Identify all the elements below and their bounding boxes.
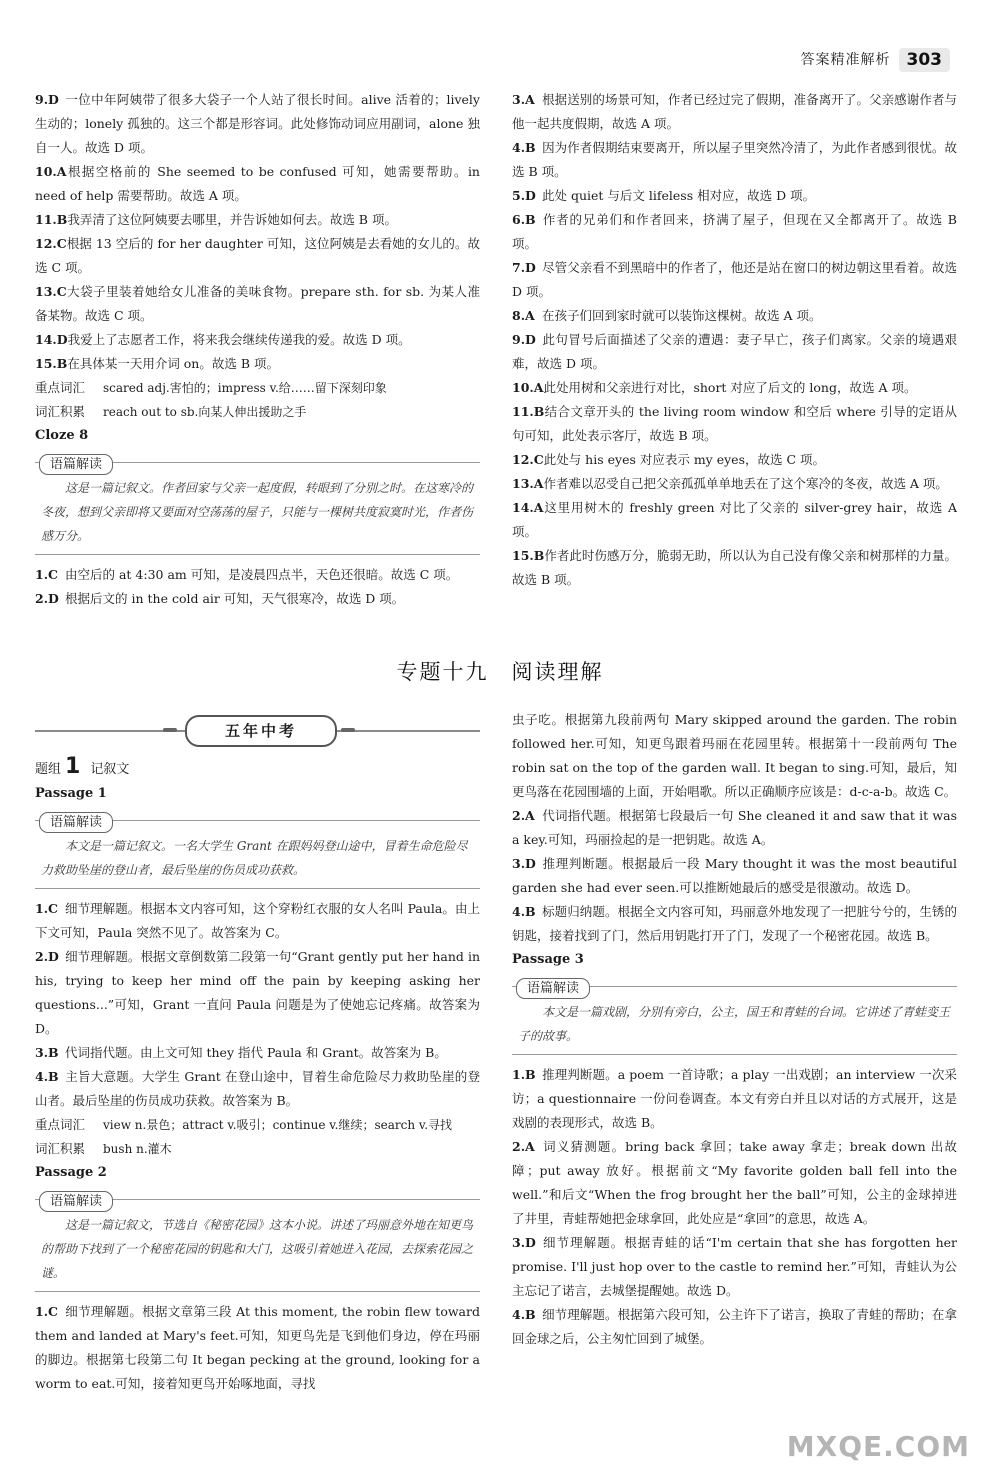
answer-text: 此处与 his eyes 对应表示 my eyes，故选 C 项。 xyxy=(543,452,826,467)
cloze-title: Cloze 8 xyxy=(35,428,89,443)
answer-item xyxy=(35,1065,480,1113)
reading-tag: 语篇解读 xyxy=(516,978,590,999)
answer-text: 作者难以忍受自己把父亲孤孤单单地丢在了这个寒冷的冬夜，故选 A 项。 xyxy=(543,476,948,491)
answer-text: 由空后的 at 4:30 am 可知，是凌晨四点半，天色还很暗。故选 C 项。 xyxy=(65,567,459,582)
answer-number: 15.B xyxy=(512,548,545,563)
vocab-row xyxy=(35,400,480,424)
answer-text: 词义猜测题。bring back 拿回；take away 拿走；break down 出故障；put away 放好。根据前文“My favorite golden ball fell into the well.”和后文“When the frog brought her the ball”可知，公主的金球掉进了井里，青蛙帮她把金球拿回，此处应是“拿回”的意思，故选 A。 xyxy=(512,1139,957,1226)
reading-tag: 语篇解读 xyxy=(39,812,113,833)
answer-item xyxy=(512,184,957,208)
answer-item xyxy=(35,1041,480,1065)
answer-text: 尽管父亲看不到黑暗中的作者了，他还是站在窗口的树边朝这里看着。故选 D 项。 xyxy=(512,260,957,299)
answer-item xyxy=(512,304,957,328)
answer-text: 在具体某一天用介词 on。故选 B 项。 xyxy=(67,356,279,371)
reading-tag: 语篇解读 xyxy=(39,1191,113,1212)
page-header xyxy=(801,46,951,74)
passage-title: Passage 2 xyxy=(35,1165,107,1180)
answer-item xyxy=(35,160,480,208)
answer-number: 14.D xyxy=(35,332,68,347)
answer-text: 结合文章开头的 the living room window 和空后 where 引导的定语从句可知，此处表示客厅，故选 B 项。 xyxy=(512,404,957,443)
answer-text: 我弄清了这位阿姨要去哪里，并告诉她如何去。故选 B 项。 xyxy=(67,212,397,227)
answer-item xyxy=(512,208,957,256)
reading-summary: 这是一篇记叙文。作者回家与父亲一起度假，转眼到了分别之时。在这寒冷的冬夜，想到父亲即将又要面对空荡荡的屋子，只能与一棵树共度寂寞时光，作者伤感万分。 xyxy=(41,481,474,543)
vocab-text: reach out to sb.向某人伸出援助之手 xyxy=(103,405,307,419)
answer-item xyxy=(35,563,480,587)
answer-item xyxy=(512,256,957,304)
answer-text: 因为作者假期结束要离开，所以屋子里突然冷清了，为此作者感到很忧。故选 B 项。 xyxy=(512,140,957,179)
answer-number: 1.C xyxy=(35,567,58,582)
answer-number: 4.B xyxy=(512,904,536,919)
answer-number: 13.A xyxy=(512,476,544,491)
group-label: 题组 xyxy=(35,762,62,777)
answer-item xyxy=(512,400,957,448)
answer-number: 4.B xyxy=(512,140,536,155)
answer-item xyxy=(35,88,480,160)
answer-item xyxy=(512,136,957,184)
answer-text: 此句冒号后面描述了父亲的遭遇：妻子早亡，孩子们离家。父亲的境遇艰难，故选 D 项。 xyxy=(512,332,957,371)
reading-summary-box xyxy=(35,1189,480,1292)
reading-summary-box xyxy=(35,810,480,889)
answer-number: 3.B xyxy=(35,1045,59,1060)
vocab-label: 词汇积累 xyxy=(35,1141,86,1156)
exam-banner xyxy=(35,715,480,747)
answer-text: 主旨大意题。大学生 Grant 在登山途中，冒着生命危险尽力救助坠崖的登山者。最后坠崖的伤员成功获救。故答案为 B。 xyxy=(35,1069,480,1108)
answer-item xyxy=(512,804,957,852)
answer-item xyxy=(512,88,957,136)
answer-number: 8.A xyxy=(512,308,535,323)
answer-number: 3.D xyxy=(512,856,536,871)
answer-text: 根据送别的场景可知，作者已经过完了假期，准备离开了。父亲感谢作者与他一起共度假期，故选 A 项。 xyxy=(512,92,957,131)
answer-number: 2.D xyxy=(35,591,59,606)
answer-number: 3.A xyxy=(512,92,535,107)
header-title: 答案精准解析 xyxy=(800,52,891,68)
answer-text: 根据空格前的 She seemed to be confused 可知，她需要帮助。in need of help 需要帮助。故选 A 项。 xyxy=(35,164,480,203)
answer-number: 9.D xyxy=(512,332,536,347)
answer-item xyxy=(512,376,957,400)
vocab-label: 重点词汇 xyxy=(35,380,86,395)
answer-item xyxy=(512,1135,957,1231)
answer-text: 推理判断题。根据最后一段 Mary thought it was the most beautiful garden she had ever seen.可以推断她最后的感受是很激动。故选 D。 xyxy=(512,856,957,895)
answer-number: 2.D xyxy=(35,949,59,964)
answer-item xyxy=(35,587,480,611)
answer-number: 7.D xyxy=(512,260,536,275)
answer-text: 我爱上了志愿者工作，将来我会继续传递我的爱。故选 D 项。 xyxy=(67,332,411,347)
answer-item xyxy=(35,328,480,352)
answer-number: 2.A xyxy=(512,1139,535,1154)
answer-number: 4.B xyxy=(512,1307,536,1322)
reading-summary-box xyxy=(512,976,957,1055)
answer-item xyxy=(512,1303,957,1351)
answer-item xyxy=(35,897,480,945)
vocab-row xyxy=(35,1113,480,1137)
answer-text: 细节理解题。根据本文内容可知，这个穿粉红衣服的女人名叫 Paula。由上下文可知，Paula 突然不见了。故答案为 C。 xyxy=(35,901,480,940)
answer-number: 1.C xyxy=(35,1304,58,1319)
vocab-row xyxy=(35,1137,480,1161)
passage-title: Passage 1 xyxy=(35,786,107,801)
answer-text: 作者的兄弟们和作者回来，挤满了屋子，但现在又全都离开了。故选 B 项。 xyxy=(512,212,957,251)
answer-item xyxy=(35,352,480,376)
answer-number: 1.B xyxy=(512,1067,536,1082)
answer-item xyxy=(35,232,480,280)
answer-number: 15.B xyxy=(35,356,68,371)
answer-text: 细节理解题。根据文章倒数第二段第一句“Grant gently put her hand in his, trying to keep her mind off the pain by keeping asking her questions...”可知，Grant 一直问 Paula 问题是为了使她忘记疼痛。故答案为 D。 xyxy=(35,949,480,1036)
answer-text: 一位中年阿姨带了很多大袋子一个人站了很长时间。alive 活着的；lively 生动的；lonely 孤独的。这三个都是形容词。此处修饰动词应用副词，alone 独自一人。故选 D 项。 xyxy=(35,92,480,155)
answer-number: 4.B xyxy=(35,1069,59,1084)
section-title: 专题十九 阅读理解 xyxy=(396,660,604,684)
answer-text: 标题归纳题。根据全文内容可知，玛丽意外地发现了一把脏兮兮的，生锈的钥匙，接着找到了门，然后用钥匙打开了门，发现了一个秘密花园。故选 B。 xyxy=(512,904,957,943)
answer-text: 细节理解题。根据第六段可知，公主许下了诺言，换取了青蛙的帮助；在拿回金球之后，公主匆忙回到了城堡。 xyxy=(512,1307,957,1346)
answer-number: 11.B xyxy=(512,404,545,419)
answer-text: 代词指代题。根据第七段最后一句 She cleaned it and saw that it was a key.可知，玛丽捡起的是一把钥匙。故选 A。 xyxy=(512,808,957,847)
answer-number: 14.A xyxy=(512,500,544,515)
answer-number: 13.C xyxy=(35,284,67,299)
answer-item xyxy=(35,208,480,232)
vocab-text: view n.景色；attract v.吸引；continue v.继续；search v.寻找 xyxy=(103,1118,453,1132)
answer-item xyxy=(512,448,957,472)
reading-summary: 本文是一篇记叙文。一名大学生 Grant 在跟妈妈登山途中，冒着生命危险尽力救助坠崖的登山者，最后坠崖的伤员成功获救。 xyxy=(41,839,468,877)
vocab-label: 词汇积累 xyxy=(35,404,86,419)
answer-item xyxy=(512,472,957,496)
answer-text: 在孩子们回到家时就可以装饰这棵树。故选 A 项。 xyxy=(542,308,822,323)
top-right-column xyxy=(512,88,957,592)
answer-text: 大袋子里装着她给女儿准备的美味食物。prepare sth. for sb. 为某人准备某物。故选 C 项。 xyxy=(35,284,480,323)
vocab-text: bush n.灌木 xyxy=(103,1142,172,1156)
answer-continuation: 虫子吃。根据第九段前两句 Mary skipped around the garden. The robin followed her.可知，知更鸟跟着玛丽在花园里转。根据第十一段前两句 The robin sat on the top of the garden wall. It began to sing.可知，最后，知更鸟落在花园围墙的上面，开始唱歌。所以正确顺序应该是：d-c-a-b。故选 C。 xyxy=(512,712,957,799)
answer-text: 根据 13 空后的 for her daughter 可知，这位阿姨是去看她的女儿的。故选 C 项。 xyxy=(35,236,480,275)
answer-number: 3.D xyxy=(512,1235,536,1250)
bottom-right-column xyxy=(512,708,957,1351)
answer-text: 根据后文的 in the cold air 可知，天气很寒冷，故选 D 项。 xyxy=(65,591,405,606)
question-group xyxy=(35,755,480,782)
group-number: 1 xyxy=(65,754,81,779)
answer-item xyxy=(512,900,957,948)
passage-title: Passage 3 xyxy=(512,952,584,967)
bottom-left-column xyxy=(35,715,480,1396)
top-left-column xyxy=(35,88,480,611)
answer-text: 细节理解题。根据青蛙的话“I'm certain that she has forgotten her promise. I'll just hop over to the castle to remind her.”可知，青蛙认为公主忘记了诺言，去城堡提醒她。故选 D。 xyxy=(512,1235,957,1298)
answer-text: 这里用树木的 freshly green 对比了父亲的 silver-grey hair，故选 A 项。 xyxy=(512,500,957,539)
answer-number: 10.A xyxy=(35,164,67,179)
answer-number: 6.B xyxy=(512,212,536,227)
answer-item xyxy=(512,852,957,900)
answer-number: 5.D xyxy=(512,188,536,203)
group-type: 记叙文 xyxy=(90,762,130,777)
answer-text: 细节理解题。根据文章第三段 At this moment, the robin flew toward them and landed at Mary's feet.可知，知更鸟先是飞到他们身边，停在玛丽的脚边。根据第七段第二句 It began pecking at the ground, looking for a worm to eat.可知，接着知更鸟开始啄地面，寻找 xyxy=(35,1304,480,1391)
answer-number: 12.C xyxy=(512,452,544,467)
watermark: MXQE.COM xyxy=(786,1430,970,1463)
answer-item xyxy=(35,280,480,328)
answer-text: 代词指代题。由上文可知 they 指代 Paula 和 Grant。故答案为 B。 xyxy=(65,1045,447,1060)
reading-tag: 语篇解读 xyxy=(39,454,113,475)
vocab-row xyxy=(35,376,480,400)
answer-item xyxy=(512,544,957,592)
answer-text: 推理判断题。a poem 一首诗歌；a play 一出戏剧；an interview 一次采访；a questionnaire 一份问卷调查。本文有旁白并且以对话的方式展开，这是戏剧的表现形式，故选 B。 xyxy=(512,1067,957,1130)
answer-number: 10.A xyxy=(512,380,544,395)
answer-item xyxy=(35,945,480,1041)
vocab-label: 重点词汇 xyxy=(35,1117,86,1132)
answer-text: 此处用树和父亲进行对比，short 对应了后文的 long，故选 A 项。 xyxy=(543,380,917,395)
vocab-text: scared adj.害怕的；impress v.给……留下深刻印象 xyxy=(103,381,387,395)
answer-text: 此处 quiet 与后文 lifeless 相对应，故选 D 项。 xyxy=(542,188,816,203)
page-number: 303 xyxy=(899,48,951,72)
reading-summary: 本文是一篇戏剧，分别有旁白，公主，国王和青蛙的台词。它讲述了青蛙变王子的故事。 xyxy=(518,1005,951,1043)
answer-number: 1.C xyxy=(35,901,58,916)
banner-label: 五年中考 xyxy=(185,715,337,747)
reading-summary-box xyxy=(35,452,480,555)
answer-item xyxy=(512,1063,957,1135)
answer-item xyxy=(512,496,957,544)
answer-text: 作者此时伤感万分，脆弱无助，所以认为自己没有像父亲和树那样的力量。故选 B 项。 xyxy=(512,548,957,587)
answer-number: 12.C xyxy=(35,236,67,251)
answer-number: 9.D xyxy=(35,92,59,107)
answer-item xyxy=(35,1300,480,1396)
answer-number: 11.B xyxy=(35,212,68,227)
answer-item xyxy=(512,328,957,376)
answer-item xyxy=(512,1231,957,1303)
reading-summary: 这是一篇记叙文，节选自《秘密花园》这本小说。讲述了玛丽意外地在知更鸟的帮助下找到了一个秘密花园的钥匙和大门，这吸引着她进入花园，去探索花园之谜。 xyxy=(41,1218,474,1280)
answer-number: 2.A xyxy=(512,808,535,823)
